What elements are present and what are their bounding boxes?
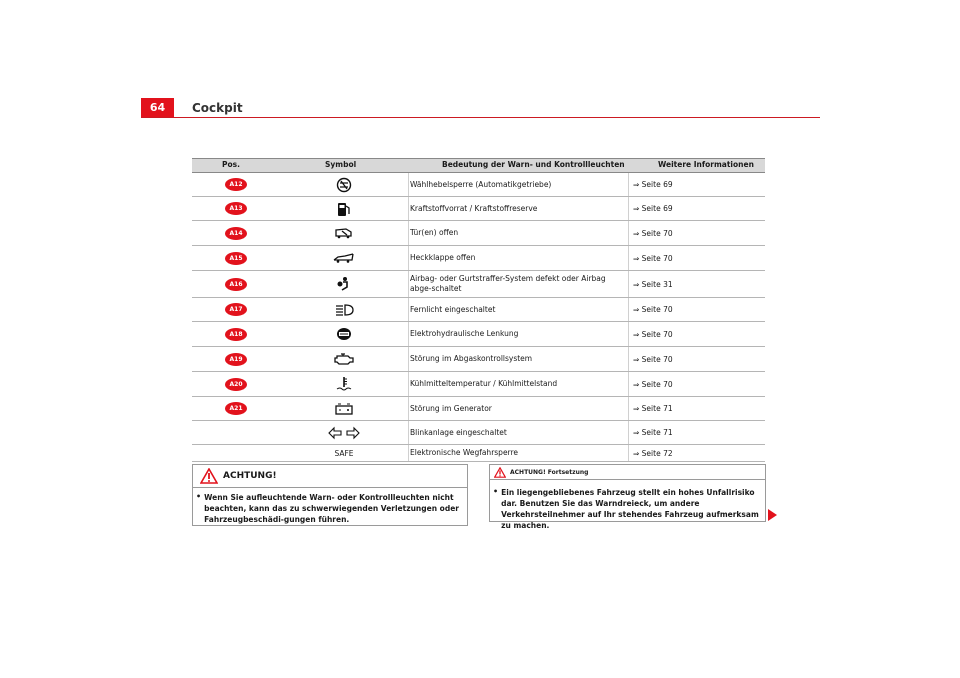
row-description: Heckklappe offen xyxy=(410,253,476,262)
airbag-icon xyxy=(336,276,352,292)
row-page-ref: ⇒ Seite 70 xyxy=(633,253,673,263)
warning-title: ACHTUNG! Fortsetzung xyxy=(510,468,589,476)
door-open-icon xyxy=(334,227,354,239)
position-badge: A19 xyxy=(225,353,247,366)
column-header-pos: Pos. xyxy=(222,160,240,169)
row-description: Elektronische Wegfahrsperre xyxy=(410,448,519,457)
row-page-ref: ⇒ Seite 71 xyxy=(633,404,673,413)
table-row xyxy=(192,271,765,298)
row-description: Fernlicht eingeschaltet xyxy=(410,304,496,314)
row-description: Störung im Generator xyxy=(410,403,492,413)
column-header-meaning: Bedeutung der Warn- und Kontrollleuchten xyxy=(442,160,625,169)
warning-triangle-icon xyxy=(494,467,506,478)
position-badge: A14 xyxy=(225,227,247,240)
position-badge: A13 xyxy=(225,202,247,215)
row-page-ref: ⇒ Seite 71 xyxy=(633,428,673,437)
bullet: • xyxy=(493,487,499,496)
coolant-icon xyxy=(336,376,352,392)
warning-title: ACHTUNG! xyxy=(223,471,277,481)
row-description: Kühlmitteltemperatur / Kühlmittelstand xyxy=(410,379,558,388)
column-header-symbol: Symbol xyxy=(325,160,357,169)
position-badge: A12 xyxy=(225,178,247,191)
table-row xyxy=(192,347,765,372)
continue-arrow-icon xyxy=(768,509,777,521)
steering-icon xyxy=(336,327,352,341)
row-description: Airbag- oder Gurtstraffer-System defekt oder Airbag abge-schaltet xyxy=(410,274,606,293)
table-row xyxy=(192,197,765,221)
position-badge: A15 xyxy=(225,252,247,265)
position-badge: A17 xyxy=(225,303,247,316)
position-badge: A18 xyxy=(225,328,247,341)
row-page-ref: ⇒ Seite 70 xyxy=(633,305,673,314)
turn-signal-icon xyxy=(328,426,360,440)
column-header-info: Weitere Informationen xyxy=(658,160,754,169)
row-description: Wählhebelsperre (Automatikgetriebe) xyxy=(410,179,552,189)
table-row xyxy=(192,246,765,271)
row-description: Tür(en) offen xyxy=(410,228,459,237)
tailgate-open-icon xyxy=(333,252,355,264)
warning-box-left xyxy=(192,464,468,526)
table-row xyxy=(192,322,765,347)
row-page-ref: ⇒ Seite 31 xyxy=(633,279,673,289)
position-badge: A16 xyxy=(225,278,247,291)
warning-triangle-icon xyxy=(200,468,218,484)
bullet: • xyxy=(196,492,202,501)
row-page-ref: ⇒ Seite 70 xyxy=(633,379,673,389)
page-number: 64 xyxy=(141,98,174,118)
row-page-ref: ⇒ Seite 70 xyxy=(633,329,673,339)
row-description: Blinkanlage eingeschaltet xyxy=(410,427,507,437)
battery-icon xyxy=(335,403,353,415)
row-page-ref: ⇒ Seite 70 xyxy=(633,354,673,364)
row-page-ref: ⇒ Seite 69 xyxy=(633,204,673,213)
fuel-pump-icon xyxy=(337,201,351,217)
warning-box-right xyxy=(489,464,766,530)
table-row xyxy=(192,397,765,421)
row-description: Kraftstoffvorrat / Kraftstoffreserve xyxy=(410,203,538,213)
warning-text: Wenn Sie aufleuchtende Warn- oder Kontrollleuchten nicht beachten, kann das zu schwerwiegenden Verletzungen oder Fahrzeugbeschädi-gungen führen. xyxy=(204,493,459,524)
table-row xyxy=(192,173,765,197)
row-page-ref: ⇒ Seite 72 xyxy=(633,448,673,458)
safe-symbol-text: SAFE xyxy=(334,448,354,458)
engine-icon xyxy=(333,353,355,365)
gear-lever-lock-icon xyxy=(336,177,352,193)
table-row xyxy=(192,445,765,462)
row-page-ref: ⇒ Seite 69 xyxy=(633,180,673,189)
position-badge: A21 xyxy=(225,402,247,415)
page-title: Cockpit xyxy=(192,101,243,115)
warning-lights-table xyxy=(192,158,765,462)
table-row xyxy=(192,372,765,397)
table-row xyxy=(192,298,765,322)
table-header xyxy=(192,158,765,173)
table-row xyxy=(192,421,765,445)
table-row xyxy=(192,221,765,246)
header-rule xyxy=(141,117,820,118)
row-description: Störung im Abgaskontrollsystem xyxy=(410,354,533,363)
warning-text: Ein liegengebliebenes Fahrzeug stellt ein hohes Unfallrisiko dar. Benutzen Sie das Warndreieck, um andere Verkehrsteilnehmer auf Ihr stehendes Fahrzeug aufmerksam zu machen. xyxy=(501,488,759,530)
row-description: Elektrohydraulische Lenkung xyxy=(410,329,519,338)
high-beam-icon xyxy=(334,304,354,316)
position-badge: A20 xyxy=(225,378,247,391)
row-page-ref: ⇒ Seite 70 xyxy=(633,228,673,238)
